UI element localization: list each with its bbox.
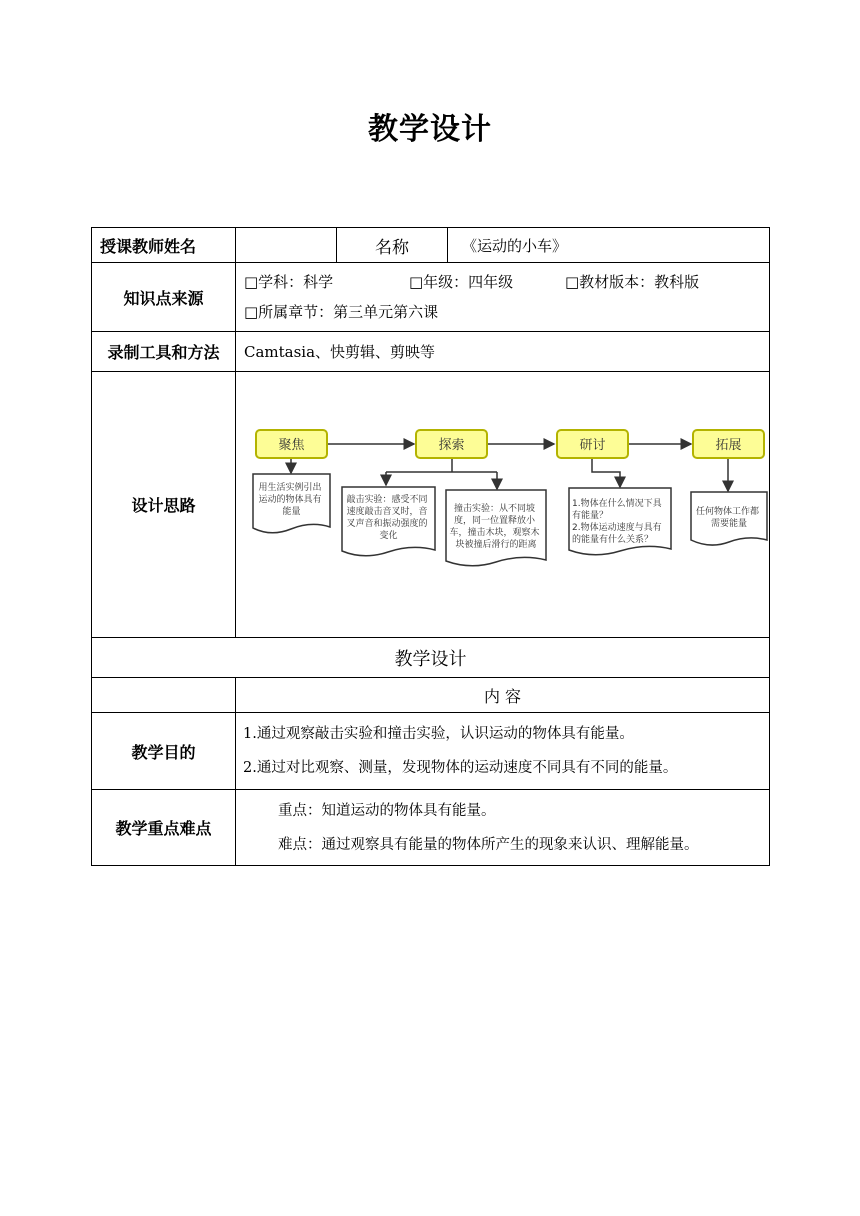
flowchart-cell — [236, 372, 770, 638]
note-explore-a-line-1: 敲击实验：感受不同 — [346, 494, 428, 505]
note-extend-line-2: 需要能量 — [710, 518, 748, 529]
stage-discuss-label: 研讨 — [579, 437, 606, 453]
objective-2: 2.通过对比观察、测量，发现物体的运动速度不同具有不同的能量。 — [243, 760, 678, 776]
objective-label: 教学目的 — [92, 713, 236, 790]
note-explore-a-line-3: 叉声音和振动强度的 — [346, 518, 428, 529]
stage-extend-box — [693, 430, 764, 458]
note-discuss-line-3: 2.物体运动速度与具有 — [572, 522, 662, 533]
row-design — [92, 372, 770, 638]
difficult-point: 难点：通过观察具有能量的物体所产生的现象来认识、理解能量。 — [278, 836, 699, 853]
stage-extend-label: 拓展 — [715, 437, 742, 453]
section-title: 教学设计 — [92, 638, 770, 678]
name-value: 《运动的小车》 — [448, 228, 770, 263]
source-value — [236, 263, 770, 332]
tools-label: 录制工具和方法 — [92, 332, 236, 372]
note-focus-line-2: 运动的物体具有 — [258, 494, 322, 505]
lesson-table — [91, 227, 770, 866]
note-explore-a-line-4: 变化 — [379, 530, 398, 541]
objective-1: 1.通过观察敲击实验和撞击实验，认识运动的物体具有能量。 — [243, 726, 634, 742]
row-tools — [92, 332, 770, 372]
tools-value: Camtasia、快剪辑、剪映等 — [236, 332, 770, 372]
key-point: 重点：知道运动的物体具有能量。 — [278, 802, 496, 819]
stage-explore-box — [416, 430, 487, 458]
stage-discuss-box — [557, 430, 628, 458]
stage-focus-box — [256, 430, 327, 458]
row-content-header — [92, 678, 770, 713]
note-discuss — [569, 488, 671, 555]
edition-field: □教材版本：教科版 — [565, 273, 700, 291]
note-focus — [253, 474, 330, 533]
content-header: 内 容 — [236, 678, 770, 713]
note-explore-b-line-2: 度，同一位置释放小 — [454, 515, 536, 526]
row-teacher — [92, 228, 770, 263]
design-label: 设计思路 — [92, 372, 236, 638]
note-focus-line-3: 能量 — [282, 506, 301, 517]
row-source — [92, 263, 770, 332]
source-label: 知识点来源 — [92, 263, 236, 332]
row-objectives — [92, 713, 770, 790]
teacher-value — [236, 228, 337, 263]
note-extend-line-1: 任何物体工作都 — [696, 506, 760, 517]
subject-field: □学科：科学 — [244, 273, 334, 291]
row-section-title — [92, 638, 770, 678]
objectives-cell — [236, 713, 770, 790]
note-extend — [691, 492, 767, 545]
note-explore-b — [446, 490, 546, 566]
stage-explore-label: 探索 — [438, 437, 465, 453]
note-explore-b-line-1: 撞击实验：从不同坡 — [454, 503, 536, 514]
grade-field: □年级：四年级 — [409, 273, 514, 291]
page-title: 教学设计 — [368, 112, 492, 147]
name-label: 名称 — [337, 228, 448, 263]
keypoints-cell — [236, 790, 770, 866]
note-explore-b-line-3: 车，撞击木块，观察木 — [449, 527, 540, 538]
note-discuss-line-1: 1.物体在什么情况下具 — [572, 498, 662, 509]
keypoints-label: 教学重点难点 — [92, 790, 236, 866]
stage-focus-label: 聚焦 — [278, 437, 305, 453]
content-header-blank — [92, 678, 236, 713]
note-explore-b-line-4: 块被撞后滑行的距离 — [455, 539, 537, 550]
row-keypoints — [92, 790, 770, 866]
note-explore-a-line-2: 速度敲击音叉时，音 — [346, 506, 428, 517]
teacher-label: 授课教师姓名 — [92, 228, 236, 263]
note-discuss-line-2: 有能量？ — [572, 510, 609, 521]
note-discuss-line-4: 的能量有什么关系？ — [572, 534, 654, 545]
chapter-field: □所属章节：第三单元第六课 — [244, 303, 439, 321]
note-explore-a — [342, 487, 435, 556]
note-focus-line-1: 用生活实例引出 — [258, 482, 322, 493]
flowchart — [236, 373, 769, 637]
